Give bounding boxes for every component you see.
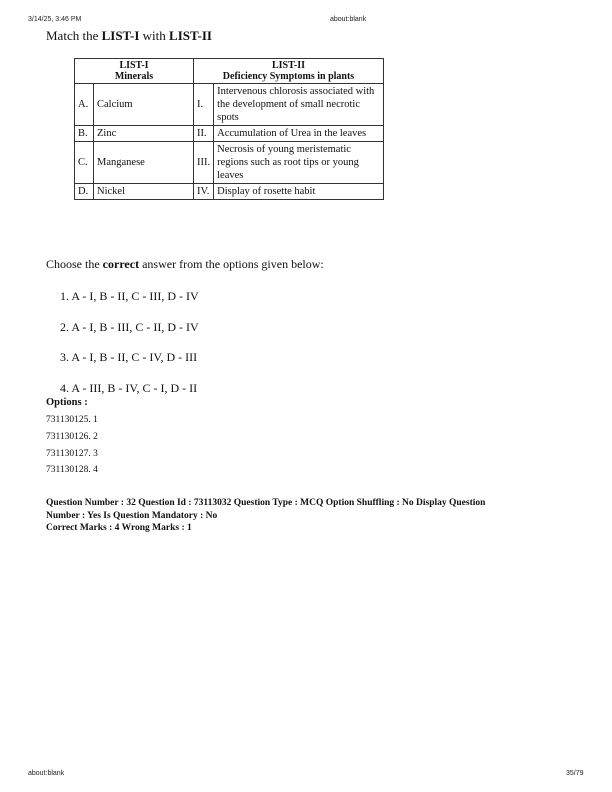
answer-option-4: 4. A - III, B - IV, C - I, D - II [60, 381, 198, 395]
row-letter: B. [75, 126, 94, 142]
page-number: 35/79 [566, 770, 584, 777]
table-row [75, 184, 384, 200]
answer-option-2: 2. A - I, B - III, C - II, D - IV [60, 320, 199, 334]
row-letter: C. [75, 142, 94, 184]
option-id: 731130128. 4 [46, 465, 98, 475]
symptom-cell: Intervenous chlorosis associated with the development of small necrotic spots [214, 84, 384, 126]
list1-header: LIST-I Minerals [75, 59, 194, 84]
row-numeral: II. [194, 126, 214, 142]
question-title: Match the LIST-I with LIST-II [46, 28, 212, 43]
symptom-cell: Display of rosette habit [214, 184, 384, 200]
question-meta [46, 497, 576, 535]
row-numeral: IV. [194, 184, 214, 200]
print-datetime: 3/14/25, 3:46 PM [28, 16, 82, 23]
choose-instruction: Choose the correct answer from the options given below: [46, 257, 324, 271]
option-id: 731130127. 3 [46, 449, 98, 459]
mineral-cell: Zinc [94, 126, 194, 142]
symptom-cell: Necrosis of young meristematic regions such as root tips or young leaves [214, 142, 384, 184]
row-letter: A. [75, 84, 94, 126]
table-row [75, 84, 384, 126]
mineral-cell: Manganese [94, 142, 194, 184]
options-label: Options : [46, 397, 88, 408]
table-row [75, 142, 384, 184]
print-url: about:blank [330, 16, 367, 23]
footer-url: about:blank [28, 770, 65, 777]
row-numeral: I. [194, 84, 214, 126]
answer-option-1: 1. A - I, B - II, C - III, D - IV [60, 289, 199, 303]
meta-line-2: Number : Yes Is Question Mandatory : No [46, 510, 218, 521]
option-id: 731130125. 1 [46, 415, 98, 425]
mineral-cell: Calcium [94, 84, 194, 126]
list2-header: LIST-II Deficiency Symptoms in plants [194, 59, 384, 84]
option-id: 731130126. 2 [46, 432, 98, 442]
match-table [74, 58, 384, 200]
row-letter: D. [75, 184, 94, 200]
symptom-cell: Accumulation of Urea in the leaves [214, 126, 384, 142]
mineral-cell: Nickel [94, 184, 194, 200]
row-numeral: III. [194, 142, 214, 184]
answer-option-3: 3. A - I, B - II, C - IV, D - III [60, 350, 198, 364]
table-row [75, 126, 384, 142]
meta-line-1: Question Number : 32 Question Id : 73113032 Question Type : MCQ Option Shuffling : No Display Question [46, 498, 486, 508]
meta-line-3: Correct Marks : 4 Wrong Marks : 1 [46, 523, 192, 533]
